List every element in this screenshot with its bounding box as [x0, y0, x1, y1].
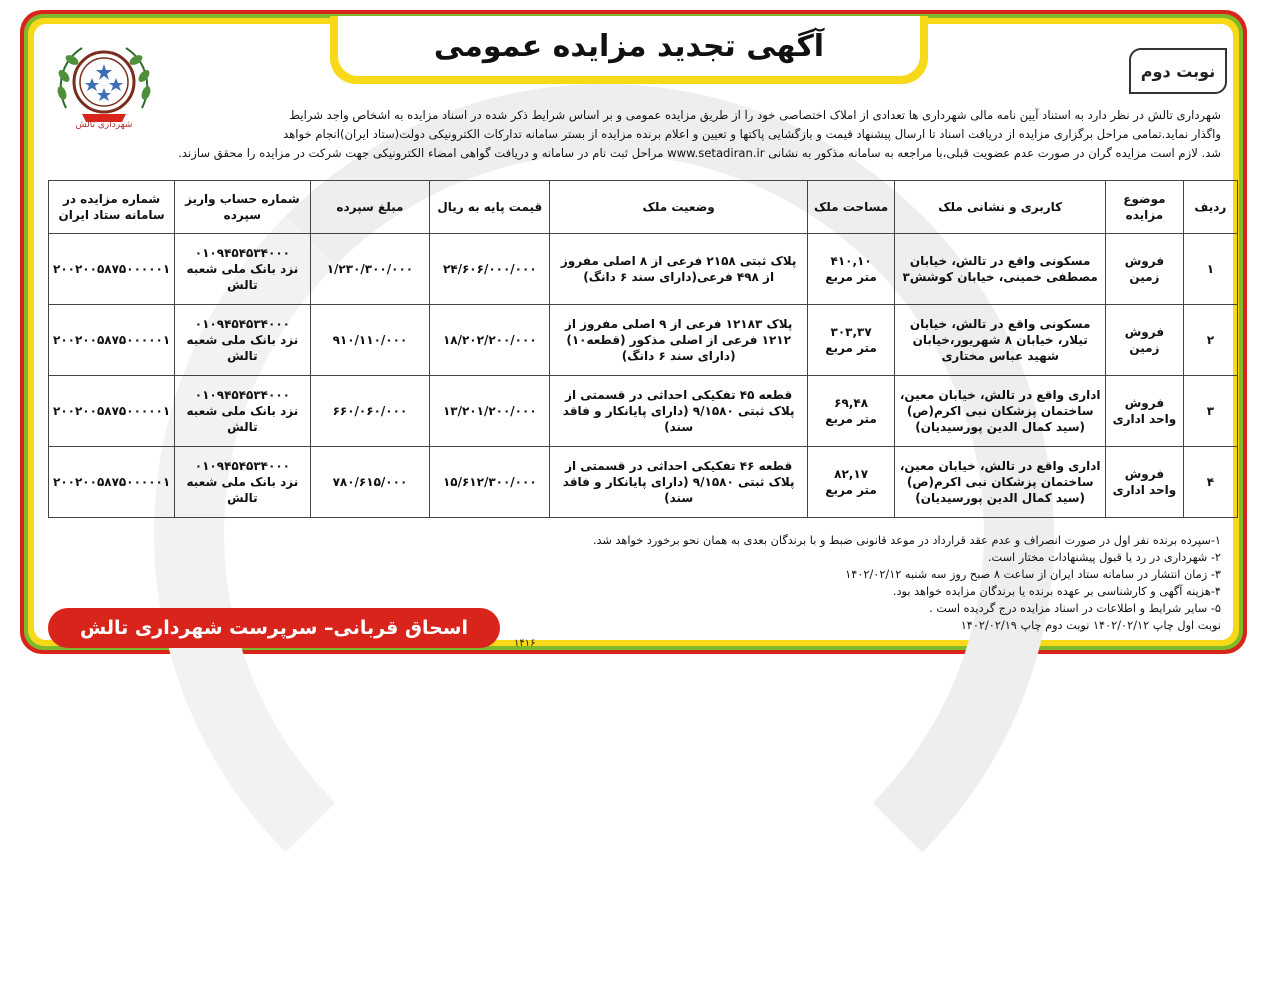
header-area: مساحت ملک: [807, 181, 894, 234]
cell-account: [175, 305, 310, 376]
cell-subject: فروش واحد اداری: [1106, 447, 1184, 518]
notes-list: [491, 532, 1221, 634]
intro-line-1: شهرداری تالش در نظر دارد به استناد آیین نامه مالی شهرداری ها تعدادی از املاک اختصاصی خود را از طریق مزایده عمومی و بر اساس شرایط ذکر شده در اسناد مزایده به اشخاص واجد شرایط: [289, 108, 1221, 122]
cell-setad-no: ۲۰۰۲۰۰۵۸۷۵۰۰۰۰۰۱: [49, 305, 175, 376]
area-value: ۴۱۰,۱۰: [830, 254, 872, 268]
header-deposit: مبلغ سپرده: [310, 181, 430, 234]
signature-text: اسحاق قربانی– سرپرست شهرداری تالش: [79, 617, 469, 639]
header-setad-no: شماره مزایده در سامانه ستاد ایران: [49, 181, 175, 234]
cell-status: قطعه ۴۶ تفکیکی احداثی در قسمتی از پلاک ثبتی ۹/۱۵۸۰ (دارای پایانکار و فاقد سند): [550, 447, 808, 518]
round-badge: نوبت دوم: [1129, 48, 1227, 94]
account-number: ۰۱۰۹۴۵۴۵۳۴۰۰۰: [194, 246, 290, 260]
cell-deposit: ۷۸۰/۶۱۵/۰۰۰: [310, 447, 430, 518]
signature-banner: [48, 608, 500, 648]
cell-account: [175, 376, 310, 447]
cell-area: [807, 376, 894, 447]
frame-yellow-border: [28, 18, 1239, 649]
header-status: وضعیت ملک: [550, 181, 808, 234]
area-value: ۳۰۳,۳۷: [830, 325, 872, 339]
cell-setad-no: ۲۰۰۲۰۰۵۸۷۵۰۰۰۰۰۱: [49, 234, 175, 305]
area-unit: متر مربع: [825, 341, 877, 355]
cell-deposit: ۹۱۰/۱۱۰/۰۰۰: [310, 305, 430, 376]
cell-row-no: ۱: [1183, 234, 1237, 305]
cell-base-price: ۱۵/۶۱۲/۳۰۰/۰۰۰: [430, 447, 550, 518]
cell-subject: فروش زمین: [1106, 234, 1184, 305]
frame-green-border: [24, 14, 1243, 650]
area-unit: متر مربع: [825, 483, 877, 497]
cell-row-no: ۴: [1183, 447, 1237, 518]
header-row-no: ردیف: [1183, 181, 1237, 234]
auction-table: [48, 180, 1238, 518]
header-subject: موضوع مزایده: [1106, 181, 1184, 234]
title-banner-inner: [338, 16, 920, 76]
header-usage-address: کاربری و نشانی ملک: [895, 181, 1106, 234]
cell-row-no: ۲: [1183, 305, 1237, 376]
cell-setad-no: ۲۰۰۲۰۰۵۸۷۵۰۰۰۰۰۱: [49, 447, 175, 518]
cell-area: [807, 447, 894, 518]
note-item: نوبت اول چاپ ۱۴۰۲/۰۲/۱۲ نوبت دوم چاپ ۱۴۰۲/۰۲/۱۹: [960, 619, 1221, 632]
cell-usage-address: اداری واقع در تالش، خیابان معین، ساختمان پزشکان نبی اکرم(ص) (سید کمال الدین پورسیدیان): [895, 447, 1106, 518]
intro-line-2: واگذار نماید.تمامی مراحل برگزاری مزایده از دریافت اسناد تا ارسال پیشنهاد قیمت و بازگشایی پاکتها و تعیین و اعلام برنده مزایده از بستر سامانه تدارکات الکترونیکی دولت(ستاد ایران)انجام خواهد: [283, 127, 1221, 141]
cell-area: [807, 305, 894, 376]
bank-name: نزد بانک ملی شعبه تالش: [186, 475, 299, 505]
cell-usage-address: اداری واقع در تالش، خیابان معین، ساختمان پزشکان نبی اکرم(ص) (سید کمال الدین پورسیدیان): [895, 376, 1106, 447]
header-base-price: قیمت پایه به ریال: [430, 181, 550, 234]
cell-base-price: ۱۳/۲۰۱/۲۰۰/۰۰۰: [430, 376, 550, 447]
cell-status: پلاک ثبتی ۲۱۵۸ فرعی از ۸ اصلی مفروز از ۴۹۸ فرعی(دارای سند ۶ دانگ): [550, 234, 808, 305]
table-row: [49, 234, 1238, 305]
cell-base-price: ۱۸/۲۰۲/۲۰۰/۰۰۰: [430, 305, 550, 376]
title-banner: [330, 16, 928, 84]
cell-account: [175, 447, 310, 518]
note-item: ۲- شهرداری در رد یا قبول پیشنهادات مختار است.: [987, 551, 1221, 564]
cell-deposit: ۶۶۰/۰۶۰/۰۰۰: [310, 376, 430, 447]
area-unit: متر مربع: [825, 270, 877, 284]
note-item: ۵- سایر شرایط و اطلاعات در اسناد مزایده درج گردیده است .: [929, 602, 1221, 615]
notice-body: [34, 24, 1233, 649]
intro-line-3: شد. لازم است مزایده گران در صورت عدم عضویت قبلی،با مراجعه به سامانه مذکور به نشانی www.setadiran.ir مراحل ثبت نام در سامانه و دریافت گواهی امضاء الکترونیکی جهت شرکت در مزایده را محقق سازند.: [178, 146, 1221, 160]
cell-account: [175, 234, 310, 305]
account-number: ۰۱۰۹۴۵۴۵۳۴۰۰۰: [194, 459, 290, 473]
table-row: [49, 376, 1238, 447]
cell-base-price: ۲۴/۶۰۶/۰۰۰/۰۰۰: [430, 234, 550, 305]
intro-paragraph: [62, 106, 1221, 163]
cell-subject: فروش واحد اداری: [1106, 376, 1184, 447]
table-row: [49, 447, 1238, 518]
note-item: ۱-سپرده برنده نفر اول در صورت انصراف و عدم عقد قرارداد در موعد قانونی ضبط و با برندگان بعدی به همان نحو برخورد خواهد شد.: [592, 534, 1221, 547]
bank-name: نزد بانک ملی شعبه تالش: [186, 404, 299, 434]
cell-deposit: ۱/۲۳۰/۳۰۰/۰۰۰: [310, 234, 430, 305]
cell-usage-address: مسکونی واقع در تالش، خیابان تیلار، خیابان ۸ شهریور،خیابان شهید عباس مختاری: [895, 305, 1106, 376]
note-item: ۴-هزینه آگهی و کارشناسی بر عهده برنده یا برندگان مزایده خواهد بود.: [892, 585, 1221, 598]
logo-caption: شهرداری تالش: [75, 120, 133, 130]
cell-row-no: ۳: [1183, 376, 1237, 447]
header-account: شماره حساب واریز سپرده: [175, 181, 310, 234]
bank-name: نزد بانک ملی شعبه تالش: [186, 262, 299, 292]
cell-setad-no: ۲۰۰۲۰۰۵۸۷۵۰۰۰۰۰۱: [49, 376, 175, 447]
table-header-row: [49, 181, 1238, 234]
cell-subject: فروش زمین: [1106, 305, 1184, 376]
page-title: آگهی تجدید مزایده عمومی: [433, 28, 825, 64]
area-value: ۸۲,۱۷: [834, 467, 869, 481]
bank-name: نزد بانک ملی شعبه تالش: [186, 333, 299, 363]
cell-area: [807, 234, 894, 305]
account-number: ۰۱۰۹۴۵۴۵۳۴۰۰۰: [194, 317, 290, 331]
cell-usage-address: مسکونی واقع در تالش، خیابان مصطفی خمینی، خیابان کوشش۳: [895, 234, 1106, 305]
area-unit: متر مربع: [825, 412, 877, 426]
account-number: ۰۱۰۹۴۵۴۵۳۴۰۰۰: [194, 388, 290, 402]
cell-status: پلاک ۱۲۱۸۳ فرعی از ۹ اصلی مفروز از ۱۲۱۲ فرعی از اصلی مذکور (قطعه۱۰) (دارای سند ۶ دانگ): [550, 305, 808, 376]
cell-status: قطعه ۴۵ تفکیکی احداثی در قسمتی از پلاک ثبتی ۹/۱۵۸۰ (دارای پایانکار و فاقد سند): [550, 376, 808, 447]
area-value: ۶۹,۴۸: [834, 396, 869, 410]
note-item: ۳- زمان انتشار در سامانه ستاد ایران از ساعت ۸ صبح روز سه شنبه ۱۴۰۲/۰۲/۱۲: [845, 568, 1221, 581]
table-row: [49, 305, 1238, 376]
reference-number: ۱۴۱۶: [514, 638, 536, 649]
frame-outer-red: [20, 10, 1247, 654]
